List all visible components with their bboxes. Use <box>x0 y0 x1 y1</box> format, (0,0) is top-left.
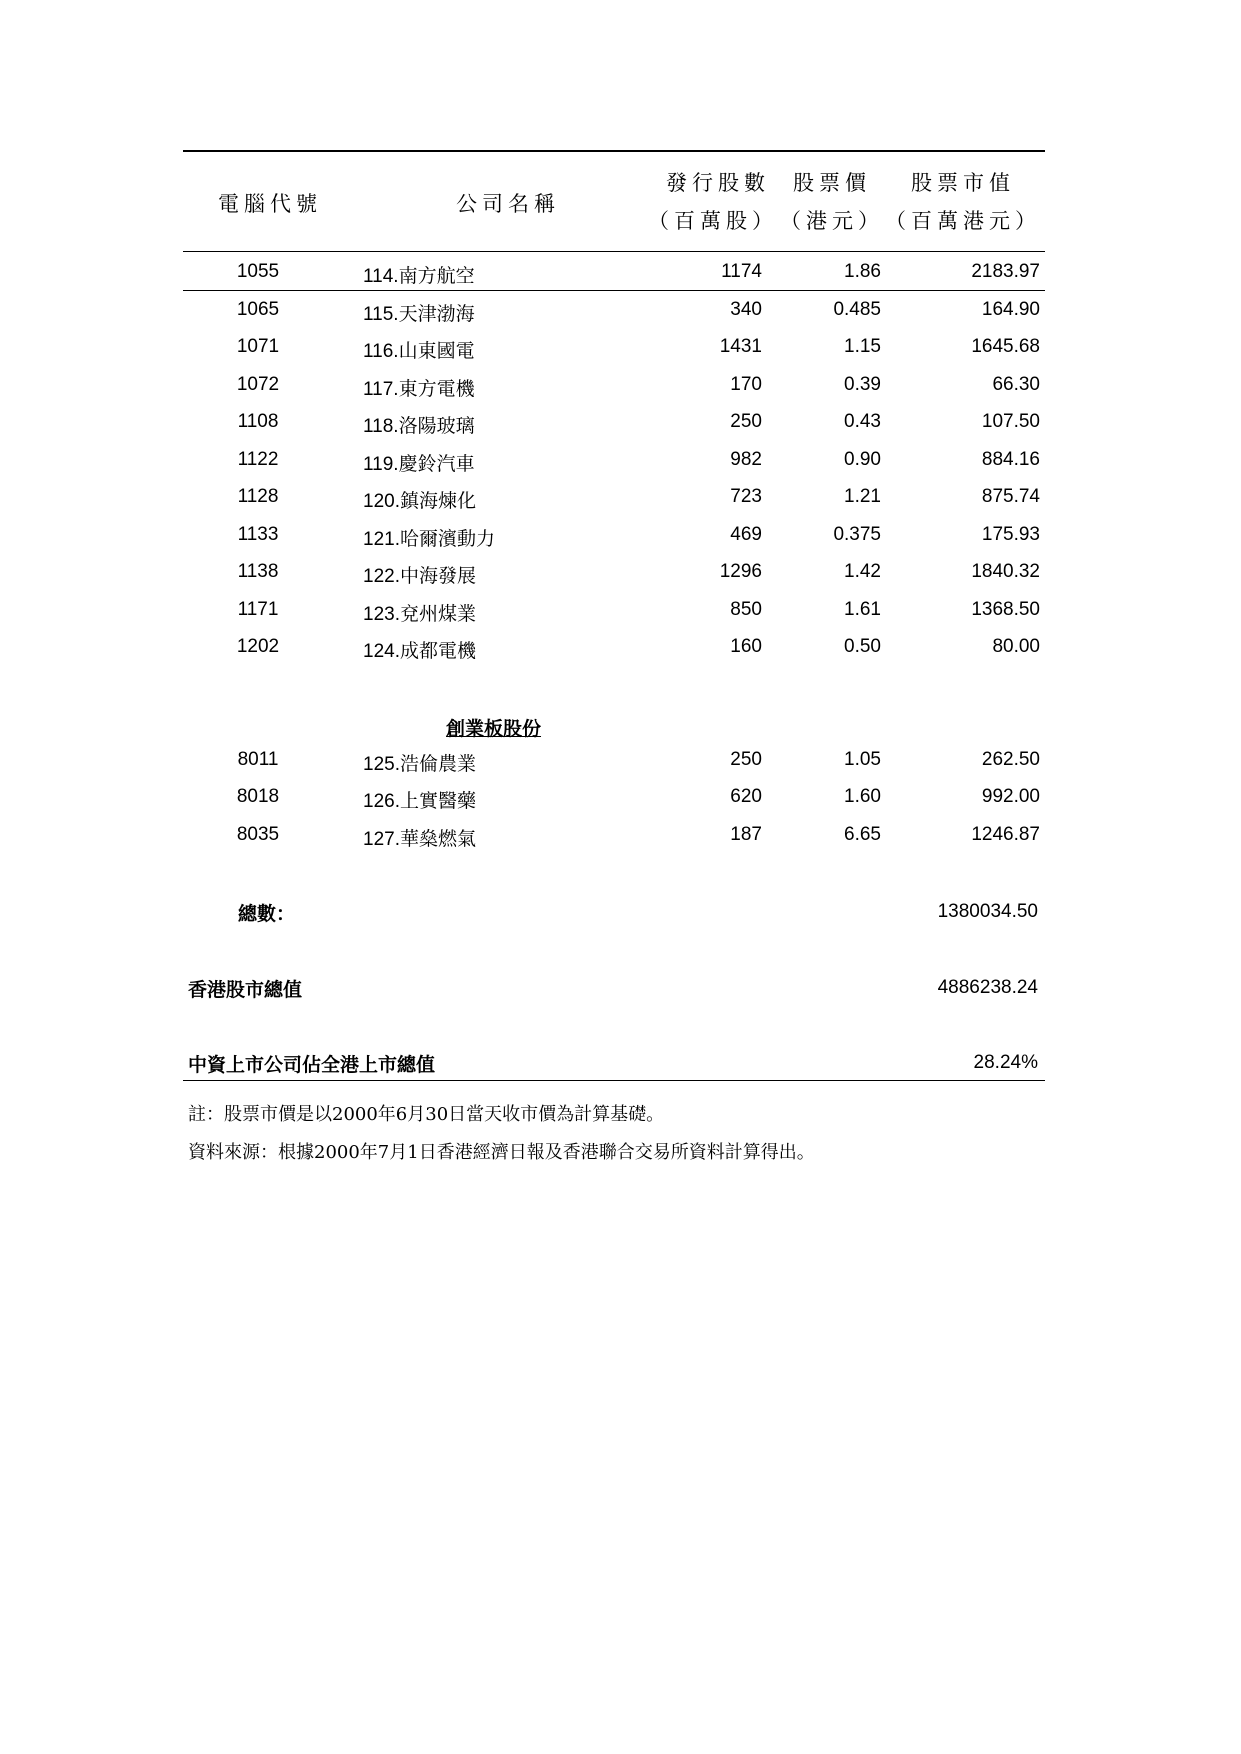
cell-name <box>363 749 476 776</box>
cell-code: 1108 <box>237 411 279 432</box>
cell-shares: 620 <box>730 786 762 807</box>
cell-index: 115. <box>363 304 399 325</box>
cell-name <box>363 261 475 288</box>
cell-value: 884.16 <box>981 449 1040 470</box>
cell-company: 成都電機 <box>399 640 476 662</box>
cell-index: 127. <box>363 829 400 850</box>
cell-name <box>363 336 475 363</box>
cell-company: 山東國電 <box>398 340 475 362</box>
cell-price: 0.90 <box>844 449 881 470</box>
cell-shares: 187 <box>730 824 762 845</box>
cell-value: 992.00 <box>981 786 1040 807</box>
cell-value: 175.93 <box>981 524 1040 545</box>
hk-market-value: 4886238.24 <box>937 977 1038 998</box>
cell-name <box>363 599 476 626</box>
cell-price: 0.50 <box>844 636 881 657</box>
cell-name <box>363 561 476 588</box>
header-value-line2: （百萬港元） <box>885 209 1041 233</box>
cell-company: 哈爾濱動力 <box>399 528 495 550</box>
cell-company: 華燊燃氣 <box>399 828 476 850</box>
cell-name <box>363 374 475 401</box>
header-price-line1: 股票價 <box>793 171 871 195</box>
cell-index: 116. <box>363 341 399 362</box>
row-separator-rule <box>183 290 1045 291</box>
cell-value: 1840.32 <box>971 561 1040 582</box>
cell-code: 1202 <box>236 636 280 657</box>
cell-code: 1065 <box>236 299 280 320</box>
cell-index: 118. <box>363 416 399 437</box>
total-label: 總數： <box>238 904 296 925</box>
cell-company: 浩倫農業 <box>399 753 476 775</box>
ratio-value: 28.24% <box>973 1052 1038 1073</box>
table-row <box>183 518 1045 552</box>
cell-company: 兗州煤業 <box>399 603 476 625</box>
cell-price: 0.39 <box>844 374 881 395</box>
cell-value: 1368.50 <box>971 599 1040 620</box>
total-value: 1380034.50 <box>937 901 1038 922</box>
cell-code: 1128 <box>237 486 279 507</box>
cell-code: 1171 <box>237 599 279 620</box>
table-row <box>183 255 1045 289</box>
cell-shares: 469 <box>730 524 762 545</box>
cell-name <box>363 299 475 326</box>
cell-code: 8011 <box>237 749 279 770</box>
cell-value: 107.50 <box>981 411 1040 432</box>
cell-index: 124. <box>363 641 400 662</box>
cell-index: 120. <box>363 491 400 512</box>
cell-company: 南方航空 <box>398 265 475 287</box>
cell-name <box>363 449 475 476</box>
cell-value: 164.90 <box>981 299 1040 320</box>
table-row <box>183 368 1045 402</box>
cell-shares: 170 <box>730 374 762 395</box>
hk-market-label: 香港股市總值 <box>188 980 303 1001</box>
cell-company: 東方電機 <box>398 378 475 400</box>
table-row <box>183 818 1045 852</box>
cell-name <box>363 486 476 513</box>
cell-shares: 160 <box>730 636 762 657</box>
cell-code: 1133 <box>237 524 279 545</box>
table-row <box>183 330 1045 364</box>
header-bottom-rule <box>183 251 1045 252</box>
cell-price: 1.61 <box>844 599 881 620</box>
cell-code: 8018 <box>236 786 280 807</box>
table-row <box>183 593 1045 627</box>
table-row <box>183 743 1045 777</box>
ratio-label: 中資上市公司佔全港上市總值 <box>188 1055 436 1076</box>
cell-value: 80.00 <box>992 636 1040 657</box>
cell-value: 2183.97 <box>971 261 1040 282</box>
cell-code: 1122 <box>237 449 279 470</box>
cell-name <box>363 786 476 813</box>
cell-value: 1246.87 <box>971 824 1040 845</box>
cell-company: 上實醫藥 <box>399 790 476 812</box>
cell-index: 117. <box>363 379 399 400</box>
cell-shares: 850 <box>730 599 762 620</box>
cell-value: 262.50 <box>981 749 1040 770</box>
table-row <box>183 293 1045 327</box>
cell-index: 121. <box>363 529 400 550</box>
cell-index: 114. <box>363 266 399 287</box>
cell-shares: 340 <box>730 299 762 320</box>
header-price-line2: （港元） <box>780 209 884 233</box>
cell-price: 0.43 <box>844 411 881 432</box>
table-row <box>183 443 1045 477</box>
source-note: 資料來源：根據2000年7月1日香港經濟日報及香港聯合交易所資料計算得出。 <box>188 1142 815 1163</box>
cell-shares: 1296 <box>719 561 762 582</box>
cell-price: 6.65 <box>844 824 881 845</box>
gem-section-title: 創業板股份 <box>446 719 542 740</box>
cell-price: 1.05 <box>844 749 881 770</box>
cell-shares: 1174 <box>721 261 762 282</box>
cell-price: 0.375 <box>833 524 881 545</box>
cell-shares: 250 <box>730 411 762 432</box>
footnote: 註：股票市價是以2000年6月30日當天收市價為計算基礎。 <box>188 1104 665 1125</box>
cell-company: 中海發展 <box>399 565 476 587</box>
cell-code: 1055 <box>236 261 280 282</box>
cell-name <box>363 411 475 438</box>
cell-name <box>363 524 495 551</box>
cell-price: 1.15 <box>844 336 881 357</box>
table-row <box>183 480 1045 514</box>
cell-shares: 1431 <box>719 336 762 357</box>
cell-index: 126. <box>363 791 400 812</box>
cell-price: 1.60 <box>844 786 881 807</box>
cell-company: 慶鈴汽車 <box>398 453 475 475</box>
cell-code: 1138 <box>237 561 279 582</box>
cell-shares: 982 <box>730 449 762 470</box>
cell-code: 8035 <box>236 824 280 845</box>
table-row <box>183 630 1045 664</box>
cell-price: 1.42 <box>844 561 881 582</box>
cell-company: 洛陽玻璃 <box>398 415 475 437</box>
header-value-line1: 股票市值 <box>911 171 1015 195</box>
table-row <box>183 555 1045 589</box>
cell-index: 119. <box>363 454 399 475</box>
cell-index: 125. <box>363 754 400 775</box>
cell-code: 1071 <box>236 336 280 357</box>
header-code: 電腦代號 <box>218 192 322 216</box>
cell-shares: 723 <box>730 486 762 507</box>
cell-value: 875.74 <box>981 486 1040 507</box>
cell-price: 1.21 <box>844 486 881 507</box>
cell-name <box>363 636 476 663</box>
cell-index: 123. <box>363 604 400 625</box>
header-shares-line1: 發行股數 <box>666 171 770 195</box>
cell-code: 1072 <box>236 374 280 395</box>
cell-index: 122. <box>363 566 400 587</box>
table-top-rule <box>183 150 1045 152</box>
cell-name <box>363 824 476 851</box>
cell-company: 鎮海煉化 <box>399 490 476 512</box>
cell-shares: 250 <box>730 749 762 770</box>
cell-price: 0.485 <box>833 299 881 320</box>
table-row <box>183 405 1045 439</box>
header-shares-line2: （百萬股） <box>648 209 778 233</box>
cell-value: 1645.68 <box>971 336 1040 357</box>
cell-price: 1.86 <box>844 261 881 282</box>
cell-value: 66.30 <box>992 374 1040 395</box>
table-row <box>183 780 1045 814</box>
cell-company: 天津渤海 <box>398 303 475 325</box>
table-bottom-rule <box>183 1080 1045 1081</box>
header-name: 公司名稱 <box>456 192 560 216</box>
